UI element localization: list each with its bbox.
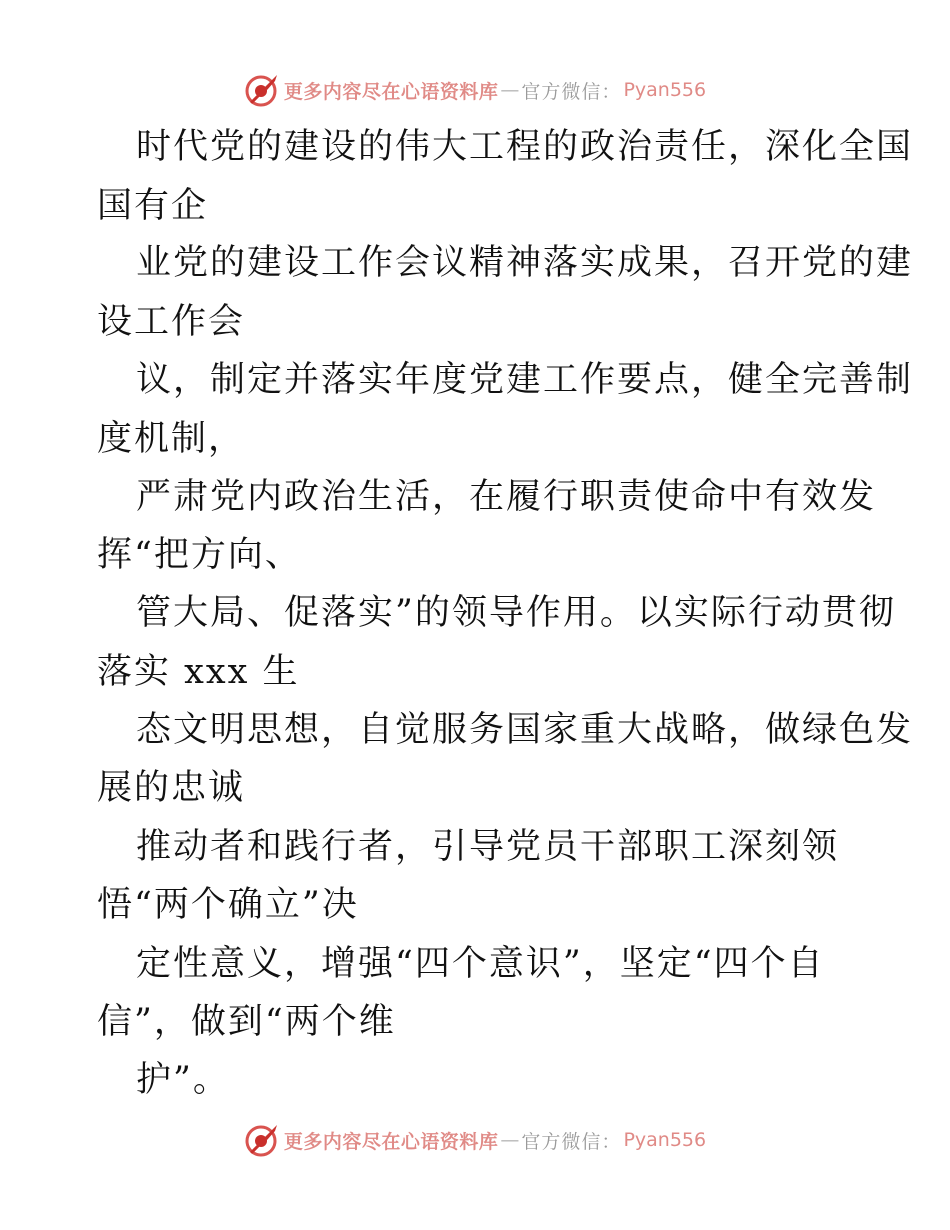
body-line-6: 度机制， [97,419,246,459]
watermark-site-name: 更多内容尽在心语资料库 [283,1130,499,1153]
body-line-2: 国有企 [97,186,209,226]
body-line-7: 严肃党内政治生活，在履行职责使命中有效发 [136,477,877,517]
watermark-dash: — [500,79,520,101]
body-line-15: 定性意义，增强“四个意识”，坚定“四个自 [136,944,825,984]
watermark-wechat-id: Pyan556 [623,79,707,101]
watermark-site-name: 更多内容尽在心语资料库 [283,80,499,103]
body-line-13: 推动者和践行者，引导党员干部职工深刻领 [136,827,840,867]
body-line-17: 护”。 [136,1060,230,1100]
watermark-official-label: 官方微信： [521,1130,622,1153]
body-line-14: 悟“两个确立”决 [97,885,359,925]
footer-watermark [0,1120,950,1160]
body-line-9: 管大局、促落实”的领导作用。以实际行动贯彻 [136,593,896,633]
body-line-3: 业党的建设工作会议精神落实成果，召开党的建 [136,243,914,283]
body-line-4: 设工作会 [97,302,246,342]
body-line-10: 落实 xxx 生 [97,652,300,692]
watermark-dash: — [500,1129,520,1151]
quill-seal-icon [244,72,280,108]
body-line-12: 展的忠诚 [97,768,246,808]
body-line-1: 时代党的建设的伟大工程的政治责任，深化全国 [136,127,914,167]
body-line-5: 议，制定并落实年度党建工作要点，健全完善制 [136,360,914,400]
body-line-8: 挥“把方向、 [97,535,302,575]
body-line-16: 信”，做到“两个维 [97,1002,396,1042]
quill-seal-icon [244,1122,280,1158]
watermark-wechat-id: Pyan556 [623,1129,707,1151]
body-line-11: 态文明思想，自觉服务国家重大战略，做绿色发 [136,710,914,750]
header-watermark [0,70,950,110]
watermark-official-label: 官方微信： [521,80,622,103]
